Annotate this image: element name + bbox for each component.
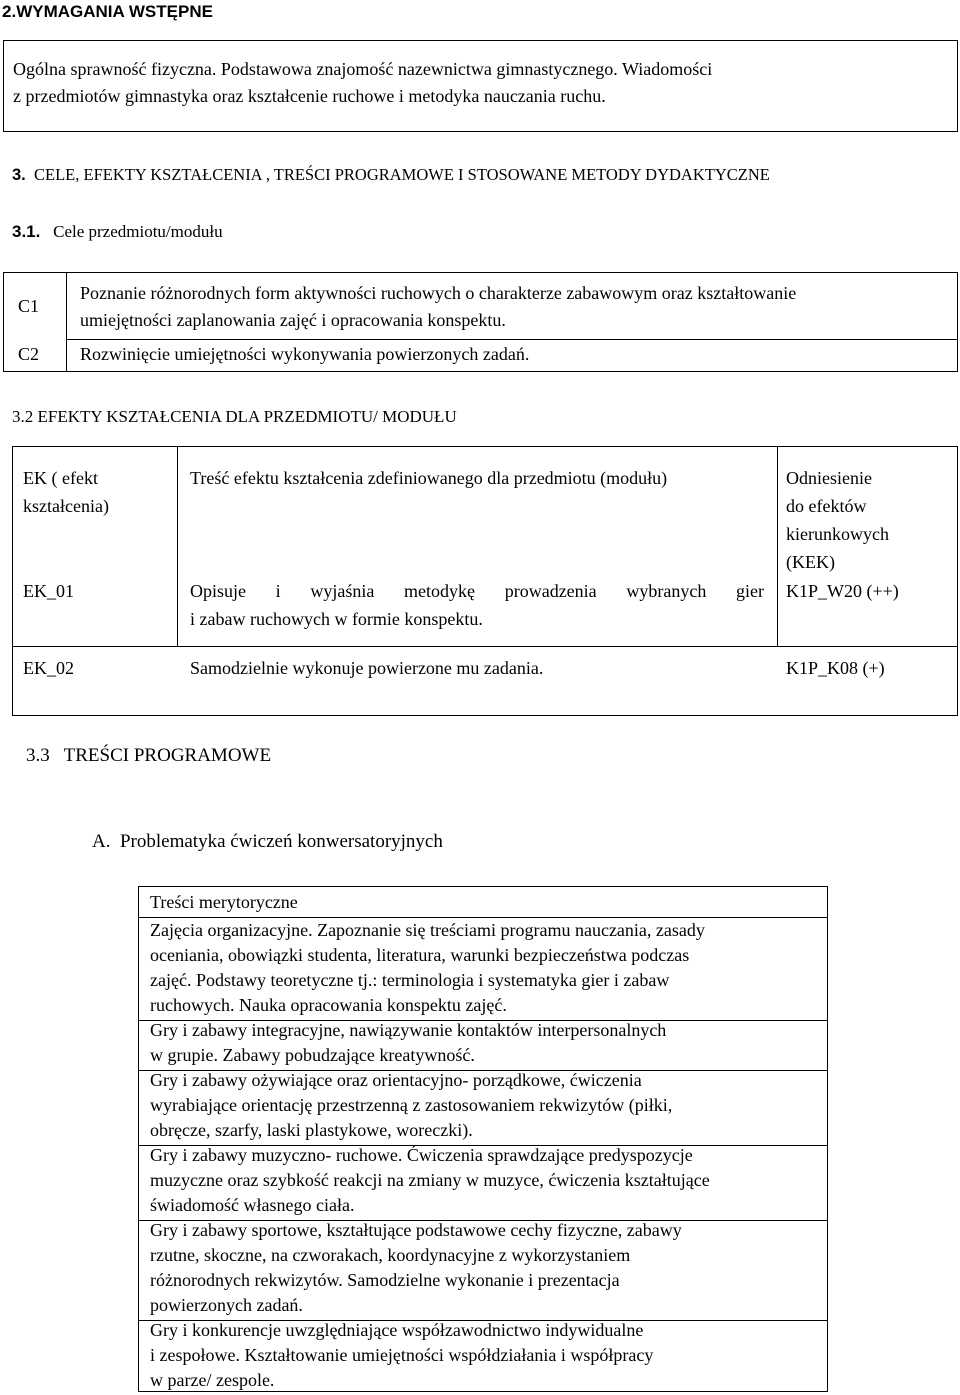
- effects-header-ek-line: kształcenia): [23, 496, 109, 516]
- effect-ref: K1P_W20 (++): [786, 581, 899, 601]
- section-3-2-title: 3.2 EFEKTY KSZTAŁCENIA DLA PRZEDMIOTU/ MODUŁU: [12, 407, 457, 426]
- effects-table: [12, 446, 958, 716]
- effects-header-content: Treść efektu kształcenia zdefiniowanego dla przedmiotu (modułu): [190, 468, 668, 488]
- section-3-1-title: Cele przedmiotu/modułu: [53, 222, 223, 241]
- content-row-line: Gry i zabawy sportowe, kształtujące podstawowe cechy fizyczne, zabawy: [150, 1220, 682, 1240]
- content-row-line: Gry i zabawy integracyjne, nawiązywanie kontaktów interpersonalnych: [150, 1020, 667, 1040]
- content-row-line: różnorodnych rekwizytów. Samodzielne wykonanie i prezentacja: [150, 1270, 620, 1290]
- content-row-line: wyrabiające orientację przestrzenną z zastosowaniem rekwizytów (piłki,: [150, 1095, 673, 1115]
- goal-text-line: Poznanie różnorodnych form aktywności ruchowych o charakterze zabawowym oraz kształtowanie: [80, 283, 797, 303]
- content-row-line: zajęć. Podstawy teoretyczne tj.: terminologia i systematyka gier i zabaw: [150, 970, 670, 990]
- effect-code: EK_01: [23, 581, 74, 601]
- section-3-number: 3.: [12, 166, 26, 184]
- content-row-line: i zespołowe. Kształtowanie umiejętności współdziałania i współpracy: [150, 1345, 654, 1365]
- section-3-1-number: 3.1.: [12, 222, 41, 241]
- effects-header-ref: [786, 464, 889, 576]
- section-3-2-heading: [12, 407, 457, 427]
- section-2-title: WYMAGANIA WSTĘPNE: [16, 2, 213, 21]
- goals-table: [3, 272, 958, 372]
- effect-text-line: i zabaw ruchowych w formie konspektu.: [190, 609, 483, 629]
- section-2-number: 2.: [2, 2, 17, 21]
- prerequisites-box: [3, 40, 958, 132]
- effect-text-line: Opisuje i wyjaśnia metodykę prowadzenia wybranych gier: [190, 581, 764, 601]
- goal-text-line: umiejętności zaplanowania zajęć i opracowania konspektu.: [80, 310, 506, 330]
- content-row-line: Gry i zabawy muzyczno- ruchowe. Ćwiczenia sprawdzające predyspozycje: [150, 1145, 693, 1165]
- goal-code: C2: [18, 344, 40, 364]
- content-row-line: powierzonych zadań.: [150, 1295, 303, 1315]
- goal-text-line: Rozwinięcie umiejętności wykonywania powierzonych zadań.: [80, 344, 530, 364]
- content-table-header: Treści merytoryczne: [150, 892, 298, 912]
- content-row-line: świadomość własnego ciała.: [150, 1195, 355, 1215]
- section-2-heading: [2, 2, 213, 22]
- effect-code: EK_02: [23, 658, 74, 678]
- goal-code: C1: [18, 296, 40, 316]
- content-row-line: Zajęcia organizacyjne. Zapoznanie się treściami programu nauczania, zasady: [150, 920, 705, 940]
- effects-header-ek: [23, 464, 109, 520]
- content-row-line: Gry i zabawy ożywiające oraz orientacyjno- porządkowe, ćwiczenia: [150, 1070, 642, 1090]
- content-row-line: oceniania, obowiązki studenta, literatura, warunki bezpieczeństwa podczas: [150, 945, 690, 965]
- content-row-line: w parze/ zespole.: [150, 1370, 275, 1390]
- prerequisites-line-1: Ogólna sprawność fizyczna. Podstawowa znajomość nazewnictwa gimnastycznego. Wiadomości: [13, 59, 713, 79]
- effects-header-ref-line: Odniesienie: [786, 468, 872, 488]
- effects-header-ref-line: kierunkowych: [786, 524, 889, 544]
- section-3-heading: [12, 165, 770, 185]
- section-3-3-heading: 3.3 TREŚCI PROGRAMOWE: [26, 745, 272, 766]
- section-3-1-heading: [12, 222, 223, 242]
- content-row-line: obręcze, szarfy, laski plastykowe, woreczki).: [150, 1120, 473, 1140]
- prerequisites-line-2: z przedmiotów gimnastyka oraz kształcenie ruchowe i metodyka nauczania ruchu.: [13, 86, 606, 106]
- content-row-line: muzyczne oraz szybkość reakcji na zmiany w muzyce, ćwiczenia kształtujące: [150, 1170, 710, 1190]
- content-table: [138, 886, 828, 1392]
- effects-header-ek-line: EK ( efekt: [23, 468, 98, 488]
- content-row-line: rzutne, skoczne, na czworakach, koordynacyjne z wykorzystaniem: [150, 1245, 631, 1265]
- effects-header-ref-line: do efektów: [786, 496, 867, 516]
- effect-text-line: Samodzielnie wykonuje powierzone mu zadania.: [190, 658, 544, 678]
- content-row-line: Gry i konkurencje uwzględniające współzawodnictwo indywidualne: [150, 1320, 644, 1340]
- section-3-3-subheading: A. Problematyka ćwiczeń konwersatoryjnych: [92, 831, 443, 852]
- section-3-title: CELE, EFEKTY KSZTAŁCENIA , TREŚCI PROGRAMOWE I STOSOWANE METODY DYDAKTYCZNE: [34, 165, 770, 184]
- content-row-line: w grupie. Zabawy pobudzające kreatywność.: [150, 1045, 475, 1065]
- effects-header-ref-line: (KEK): [786, 552, 835, 572]
- effect-ref: K1P_K08 (+): [786, 658, 885, 678]
- content-row-line: ruchowych. Nauka opracowania konspektu zajęć.: [150, 995, 507, 1015]
